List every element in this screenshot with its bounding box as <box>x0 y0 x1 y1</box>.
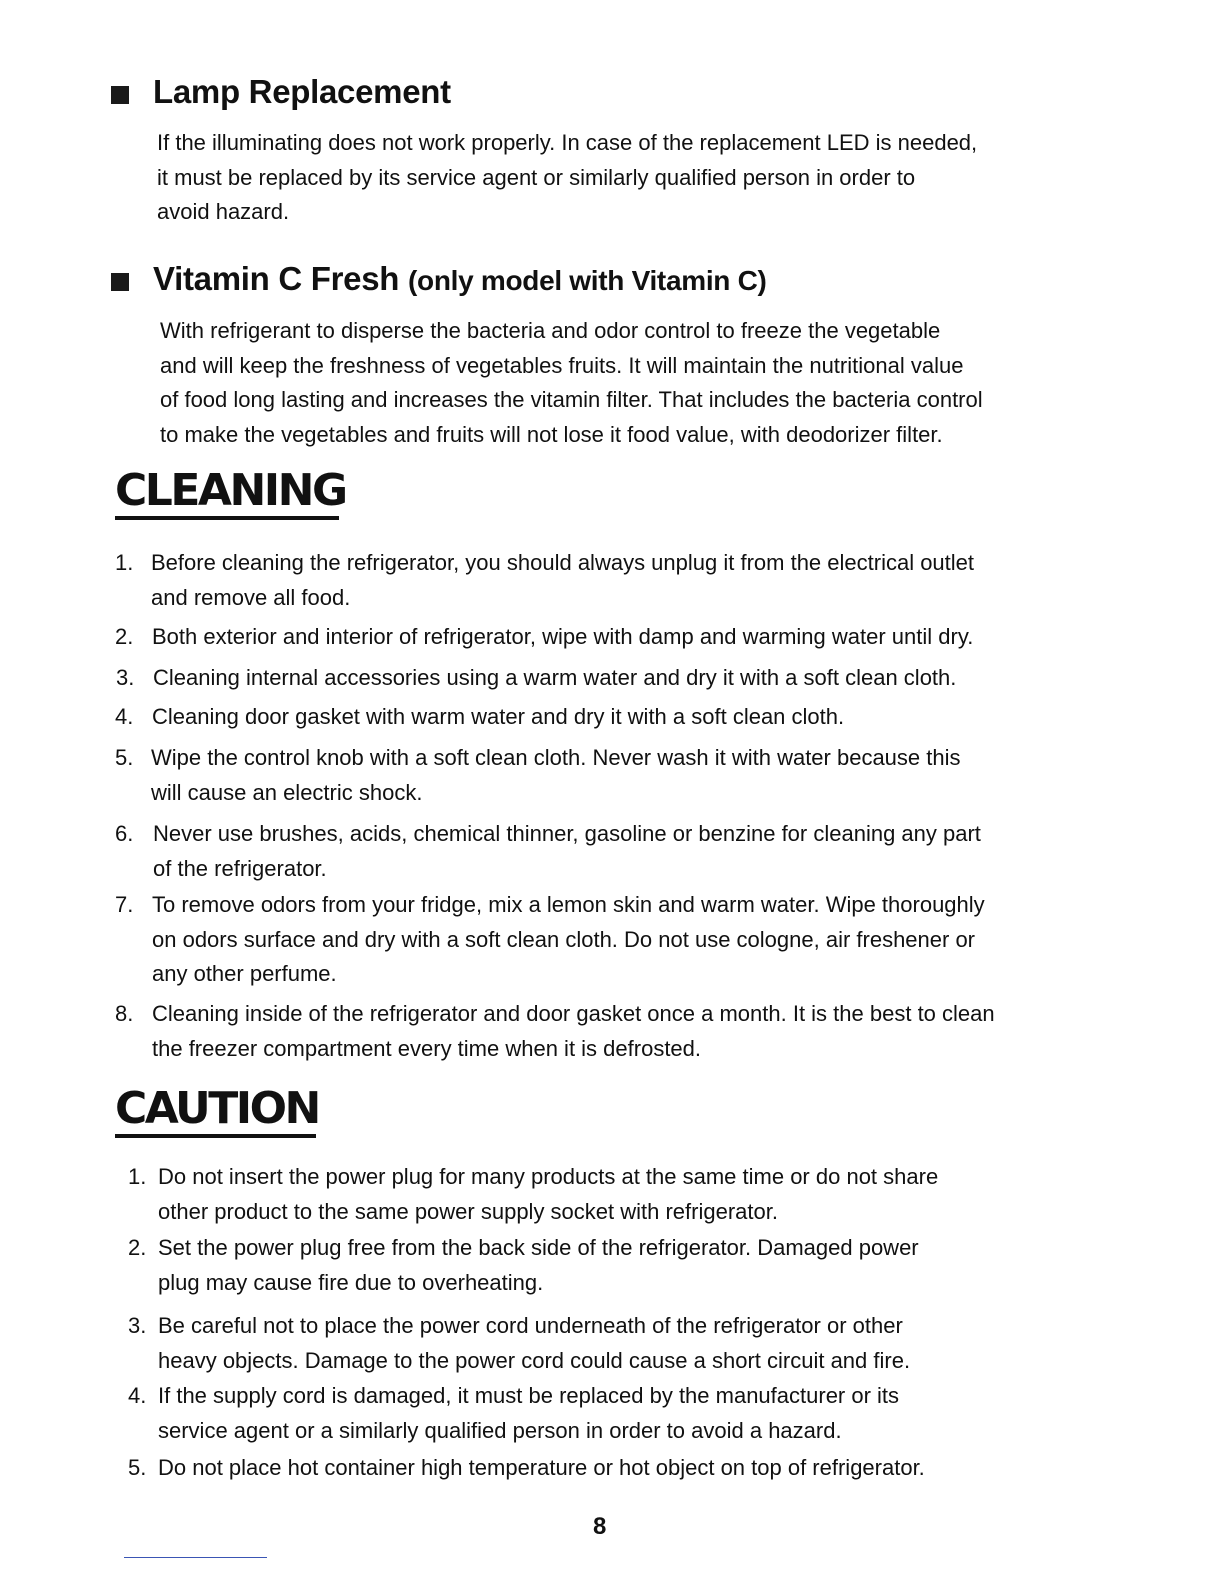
footer-divider <box>124 1557 267 1558</box>
list-item-line: Before cleaning the refrigerator, you should always unplug it from the electrical outlet <box>151 550 975 575</box>
lamp-line: avoid hazard. <box>157 199 290 224</box>
caution-item-4 <box>128 1379 899 1448</box>
list-item-line: and remove all food. <box>151 584 351 610</box>
vitamin-line: and will keep the freshness of vegetables fruits. It will maintain the nutritional value <box>160 352 964 378</box>
caution-item-3 <box>128 1309 910 1378</box>
list-item-line: Wipe the control knob with a soft clean cloth. Never wash it with water because this <box>151 745 961 770</box>
list-item-line: the freezer compartment every time when it is defrosted. <box>152 1035 702 1061</box>
vitamin-heading-bullet-icon <box>111 273 129 291</box>
list-item-line: Cleaning door gasket with warm water and dry it with a soft clean cloth. <box>152 704 845 729</box>
cleaning-item-4 <box>115 700 844 735</box>
list-item-line: plug may cause fire due to overheating. <box>158 1269 544 1295</box>
vitamin-line: of food long lasting and increases the vitamin filter. That includes the bacteria control <box>160 387 983 412</box>
list-item-line: Be careful not to place the power cord underneath of the refrigerator or other <box>158 1313 903 1338</box>
lamp-heading-bullet-icon <box>111 86 129 104</box>
list-item-line: Cleaning internal accessories using a warm water and dry it with a soft clean cloth. <box>153 665 957 690</box>
list-item-line: will cause an electric shock. <box>151 779 423 805</box>
list-number: 1. <box>115 550 134 575</box>
vitamin-line: to make the vegetables and fruits will not lose it food value, with deodorizer filter. <box>160 421 943 447</box>
lamp-paragraph <box>157 126 977 230</box>
list-number: 2. <box>115 624 134 649</box>
list-item-line: on odors surface and dry with a soft clean cloth. Do not use cologne, air freshener or <box>152 926 976 952</box>
caution-item-5 <box>128 1451 925 1486</box>
cleaning-item-6 <box>115 817 981 886</box>
list-item-line: service agent or a similarly qualified person in order to avoid a hazard. <box>158 1417 842 1443</box>
lamp-line: If the illuminating does not work properly. In case of the replacement LED is needed, <box>157 130 978 155</box>
list-number: 5. <box>128 1455 147 1480</box>
list-number: 4. <box>128 1383 147 1408</box>
cleaning-item-2 <box>115 620 973 655</box>
list-number: 8. <box>115 1001 134 1026</box>
list-item-line: other product to the same power supply socket with refrigerator. <box>158 1198 778 1224</box>
list-number: 7. <box>115 892 134 917</box>
list-number: 2. <box>128 1235 147 1260</box>
page-number: 8 <box>593 1513 607 1540</box>
cleaning-title: CLEANING <box>115 466 339 520</box>
cleaning-item-3 <box>116 661 956 696</box>
list-item-line: To remove odors from your fridge, mix a lemon skin and warm water. Wipe thoroughly <box>152 892 985 917</box>
lamp-heading: Lamp Replacement <box>153 73 451 110</box>
list-number: 5. <box>115 745 134 770</box>
list-item-line: Do not insert the power plug for many products at the same time or do not share <box>158 1164 939 1189</box>
list-item-line: If the supply cord is damaged, it must be replaced by the manufacturer or its <box>158 1383 900 1408</box>
vitamin-heading-title: Vitamin C Fresh <box>153 260 400 297</box>
cleaning-item-5 <box>115 741 961 810</box>
list-item-line: heavy objects. Damage to the power cord could cause a short circuit and fire. <box>158 1347 911 1373</box>
list-number: 6. <box>115 821 134 846</box>
caution-item-2 <box>128 1231 919 1300</box>
list-number: 3. <box>116 665 135 690</box>
vitamin-line: With refrigerant to disperse the bacteria and odor control to freeze the vegetable <box>160 318 941 343</box>
vitamin-heading <box>153 260 767 298</box>
cleaning-item-7 <box>115 888 985 992</box>
list-number: 4. <box>115 704 134 729</box>
list-item-line: Do not place hot container high temperature or hot object on top of refrigerator. <box>158 1455 925 1480</box>
list-item-line: Both exterior and interior of refrigerator, wipe with damp and warming water until dry. <box>152 624 974 649</box>
caution-title: CAUTION <box>115 1084 316 1138</box>
list-item-line: Never use brushes, acids, chemical thinner, gasoline or benzine for cleaning any part <box>153 821 981 846</box>
cleaning-item-1 <box>115 546 974 615</box>
list-number: 1. <box>128 1164 147 1189</box>
caution-item-1 <box>128 1160 938 1229</box>
list-number: 3. <box>128 1313 147 1338</box>
list-item-line: any other perfume. <box>152 961 337 986</box>
list-item-line: Set the power plug free from the back side of the refrigerator. Damaged power <box>158 1235 919 1260</box>
vitamin-paragraph <box>160 314 983 452</box>
cleaning-item-8 <box>115 997 995 1066</box>
vitamin-heading-note: (only model with Vitamin C) <box>408 265 767 296</box>
lamp-line: it must be replaced by its service agent or similarly qualified person in order to <box>157 164 916 190</box>
list-item-line: Cleaning inside of the refrigerator and door gasket once a month. It is the best to clean <box>152 1001 995 1026</box>
list-item-line: of the refrigerator. <box>153 855 327 881</box>
